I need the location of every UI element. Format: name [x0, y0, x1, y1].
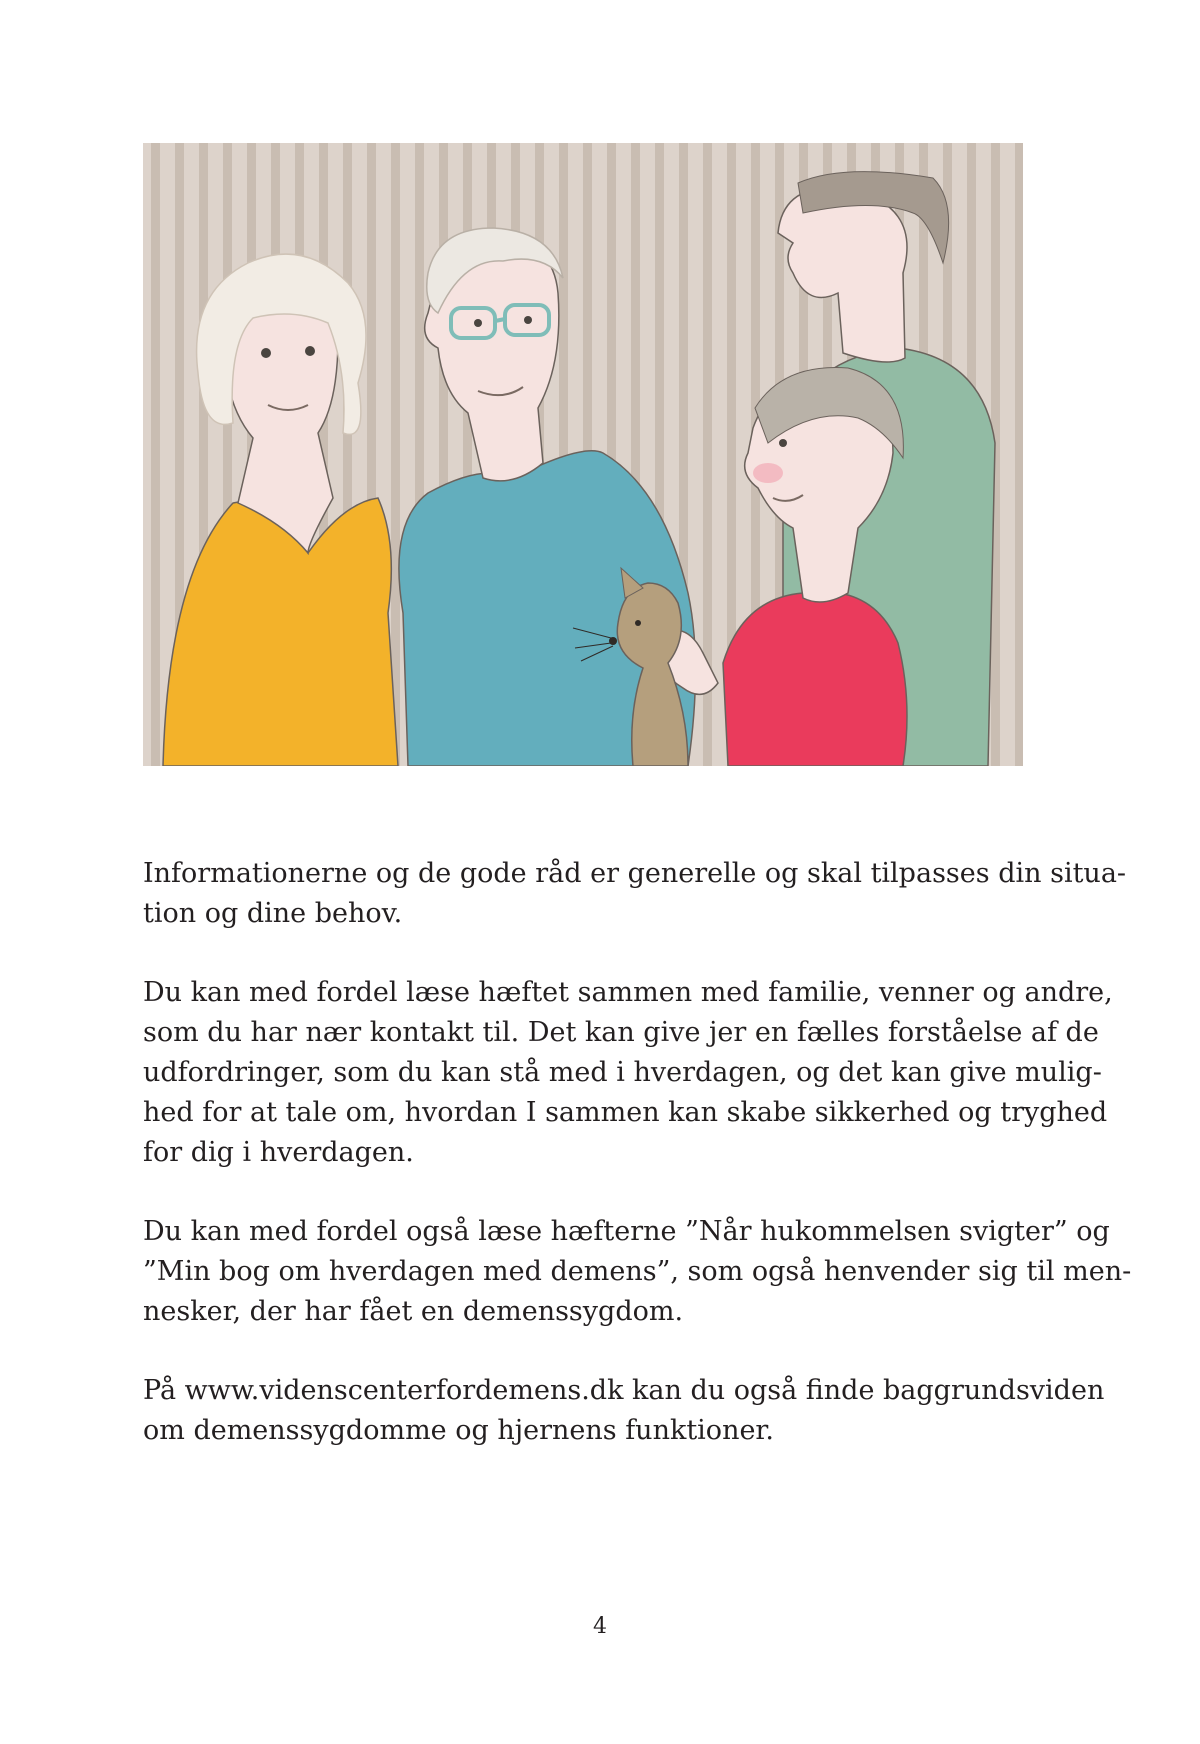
text-line: Du kan med fordel læse hæftet sammen med familie, venner og andre, [143, 977, 1113, 1008]
paragraph-gap [143, 934, 1023, 973]
text-line: nesker, der har fået en demenssygdom. [143, 1296, 684, 1327]
text-line: Du kan med fordel også læse hæfterne ”Når hukommelsen svigter” og [143, 1216, 1110, 1247]
paragraph-gap [143, 1173, 1023, 1212]
paragraph [143, 1212, 1132, 1332]
text-line: om demenssygdomme og hjernens funktioner. [143, 1415, 774, 1446]
paragraph [143, 854, 1127, 934]
text-line: hed for at tale om, hvordan I sammen kan skabe sikkerhed og tryghed [143, 1097, 1108, 1128]
text-line: udfordringer, som du kan stå med i hverdagen, og det kan give mulig- [143, 1057, 1102, 1088]
text-line: som du har nær kontakt til. Det kan give jer en fælles forståelse af de [143, 1017, 1099, 1048]
paragraph [143, 973, 1113, 1173]
wall-stripe [151, 143, 160, 766]
text-line: tion og dine behov. [143, 898, 403, 929]
text-line: På www.videnscenterfordemens.dk kan du også finde baggrundsviden [143, 1375, 1105, 1406]
text-line: ”Min bog om hverdagen med demens”, som også henvender sig til men- [143, 1256, 1132, 1287]
paragraph [143, 1371, 1105, 1451]
body-text [143, 854, 1132, 1451]
family-illustration [143, 143, 1023, 766]
text-line: Informationerne og de gode råd er generelle og skal tilpasses din situa- [143, 858, 1127, 889]
text-line: for dig i hverdagen. [143, 1137, 414, 1168]
paragraph-gap [143, 1332, 1023, 1371]
wall-stripe [1015, 143, 1023, 766]
family-illustration-drawing [143, 143, 1023, 766]
page-number: 4 [593, 1614, 607, 1639]
